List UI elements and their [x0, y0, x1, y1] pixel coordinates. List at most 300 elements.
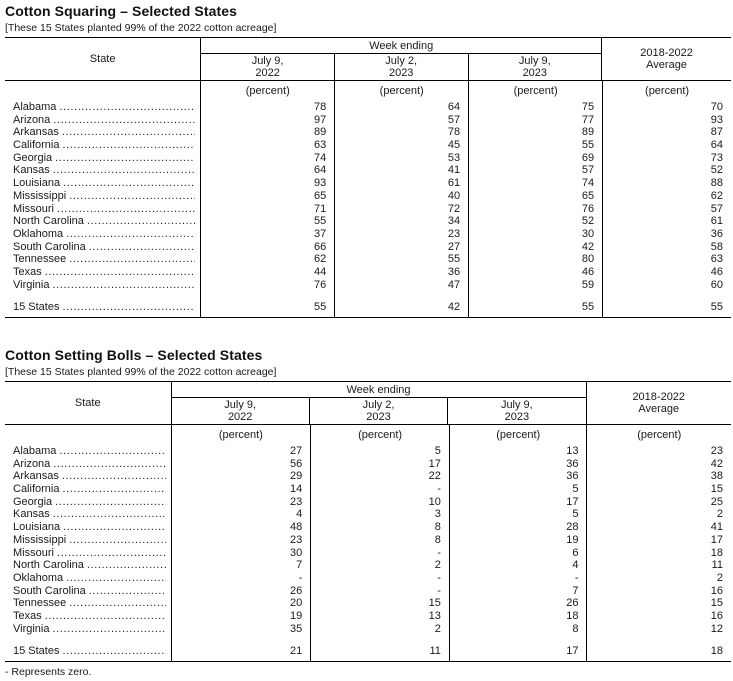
value-july9-2022: 66 [200, 241, 334, 254]
date-header-2 [309, 398, 447, 424]
value-july2-2023: - [310, 483, 449, 496]
empty-cell [586, 635, 731, 645]
value-july9-2023: 77 [468, 114, 602, 127]
table-row [5, 610, 731, 623]
total-label-cell [5, 645, 171, 658]
dot-leader [62, 483, 165, 496]
state-cell [5, 585, 171, 598]
table-title: Cotton Setting Bolls – Selected States [5, 347, 263, 363]
unit-label: (percent) [602, 81, 731, 101]
empty-cell [5, 658, 171, 661]
table-row [5, 483, 731, 496]
unit-label: (percent) [171, 425, 311, 445]
value-july2-2023: 34 [334, 215, 468, 228]
state-name: Tennessee [13, 597, 67, 610]
total-row [5, 301, 731, 314]
state-name: Texas [13, 609, 42, 622]
dot-leader [69, 190, 195, 203]
value-average: 16 [586, 610, 731, 623]
value-july9-2023: 42 [468, 241, 602, 254]
value-july2-2023: 47 [334, 279, 468, 292]
average-column-header [587, 382, 732, 424]
value-july9-2022: 35 [171, 623, 311, 636]
total-label-cell [5, 301, 200, 314]
table-row [5, 253, 731, 266]
value-july9-2022: 14 [171, 483, 311, 496]
value-average: 58 [602, 241, 731, 254]
value-july2-2023: 15 [310, 597, 449, 610]
average-line-1: 2018-2022 [640, 47, 693, 59]
table-row [5, 597, 731, 610]
state-name: Alabama [13, 101, 57, 113]
state-name: Mississippi [13, 189, 67, 202]
value-july2-2023: 41 [334, 164, 468, 177]
state-cell [5, 279, 200, 292]
dot-leader [89, 241, 196, 254]
state-cell [5, 508, 171, 521]
value-average: 42 [586, 458, 731, 471]
average-column-header [602, 38, 731, 80]
value-july2-2023: 53 [334, 152, 468, 165]
value-july9-2023: 59 [468, 279, 602, 292]
state-name: Alabama [13, 445, 57, 457]
week-ending-group [171, 382, 587, 424]
table-row [5, 164, 731, 177]
date-line-2: 2023 [522, 67, 548, 79]
dot-leader [62, 126, 195, 139]
date-line-2: 2022 [255, 67, 280, 79]
state-name: California [13, 483, 60, 496]
value-july9-2023: 89 [468, 126, 602, 139]
table-title: Cotton Squaring – Selected States [5, 3, 238, 19]
spacer-row [5, 314, 731, 317]
value-july2-2023: - [310, 585, 449, 598]
state-cell [5, 458, 171, 471]
state-name: South Carolina [13, 584, 86, 597]
value-july9-2023: 7 [449, 585, 587, 598]
empty-cell [449, 635, 587, 645]
state-cell [5, 610, 171, 623]
state-name: Arkansas [13, 126, 59, 139]
dot-leader [53, 623, 166, 636]
value-july2-2023: 8 [310, 534, 449, 547]
value-july9-2023: 80 [468, 253, 602, 266]
value-july2-2023: 13 [310, 610, 449, 623]
value-average: 16 [586, 585, 731, 598]
dot-leader [62, 645, 165, 658]
date-line-1: July 9, [251, 55, 284, 67]
state-cell [5, 470, 171, 483]
empty-cell [5, 81, 200, 101]
table-body [5, 445, 731, 635]
date-header-3 [468, 54, 602, 80]
dot-leader [63, 521, 165, 534]
blank-row [5, 291, 731, 301]
empty-cell [310, 635, 449, 645]
unit-label: (percent) [449, 425, 587, 445]
empty-cell [5, 314, 200, 317]
unit-label: (percent) [200, 81, 334, 101]
value-average: 18 [586, 547, 731, 560]
state-name: Kansas [13, 164, 50, 177]
state-cell [5, 266, 200, 279]
dot-leader [62, 139, 195, 152]
value-average: 23 [586, 445, 731, 458]
value-july9-2023: 36 [449, 458, 587, 471]
table-row [5, 203, 731, 216]
state-cell [5, 547, 171, 560]
dot-leader [87, 215, 195, 228]
date-headers [172, 398, 586, 424]
state-name: Oklahoma [13, 571, 64, 584]
state-name: Louisiana [13, 177, 61, 190]
table-row [5, 547, 731, 560]
dot-leader [69, 534, 165, 547]
table-row [5, 139, 731, 152]
spacer-row [5, 658, 731, 661]
table-header [5, 38, 731, 81]
state-column-header: State [74, 397, 101, 409]
value-july9-2022: 7 [171, 559, 311, 572]
table-row [5, 279, 731, 292]
table-row [5, 177, 731, 190]
dot-leader [57, 203, 195, 216]
value-july9-2022: 56 [171, 458, 311, 471]
empty-cell [5, 425, 171, 445]
value-july9-2022: 29 [171, 470, 311, 483]
value-average: 62 [602, 190, 731, 203]
value-average: 41 [586, 521, 731, 534]
value-july9-2022: 30 [171, 547, 311, 560]
table-header [5, 382, 731, 425]
state-name: Virginia [13, 278, 50, 291]
empty-cell [334, 314, 468, 317]
value-july9-2023: 5 [449, 508, 587, 521]
table-row [5, 266, 731, 279]
state-cell [5, 126, 200, 139]
state-name: South Carolina [13, 240, 86, 253]
value-july2-2023: 8 [310, 521, 449, 534]
value-average: 15 [586, 483, 731, 496]
table-row [5, 585, 731, 598]
value-average: 17 [586, 534, 731, 547]
value-july9-2022: 89 [200, 126, 334, 139]
value-july2-2023: 57 [334, 114, 468, 127]
dot-leader [66, 228, 195, 241]
value-average: 36 [602, 228, 731, 241]
state-name: Tennessee [13, 253, 67, 266]
state-column-header: State [89, 53, 116, 65]
state-cell [5, 101, 200, 114]
state-name: Arizona [13, 457, 51, 470]
state-name: Georgia [13, 151, 53, 164]
state-name: Virginia [13, 622, 50, 635]
unit-row [5, 425, 731, 445]
week-ending-label: Week ending [172, 382, 586, 398]
unit-row [5, 81, 731, 101]
value-july2-2023: - [310, 547, 449, 560]
date-header-3 [447, 398, 585, 424]
value-july9-2022: 71 [200, 203, 334, 216]
value-average: 57 [602, 203, 731, 216]
dot-leader [53, 164, 196, 177]
state-name: Oklahoma [13, 227, 64, 240]
squaring-table [5, 37, 731, 318]
value-july9-2023: 18 [449, 610, 587, 623]
value-july9-2022: 19 [171, 610, 311, 623]
date-line-1: July 2, [362, 399, 395, 411]
total-label: 15 States [13, 301, 60, 314]
value-average: 63 [602, 253, 731, 266]
average-line-2: Average [646, 59, 687, 71]
value-july2-2023: 3 [310, 508, 449, 521]
value-average: 2 [586, 508, 731, 521]
total-july2-2023: 42 [334, 301, 468, 314]
empty-cell [171, 658, 311, 661]
table-row [5, 228, 731, 241]
value-average: 15 [586, 597, 731, 610]
average-line-1: 2018-2022 [632, 391, 686, 403]
state-cell [5, 114, 200, 127]
dot-leader [87, 559, 166, 572]
value-average: 88 [602, 177, 731, 190]
value-july2-2023: 5 [310, 445, 449, 458]
state-cell [5, 534, 171, 547]
value-july9-2023: 75 [468, 101, 602, 114]
date-line-1: July 9, [500, 399, 533, 411]
empty-cell [5, 291, 200, 301]
value-july9-2023: 5 [449, 483, 587, 496]
value-july9-2022: 37 [200, 228, 334, 241]
value-july9-2022: 93 [200, 177, 334, 190]
state-name: Arizona [13, 113, 51, 126]
state-name: North Carolina [13, 559, 84, 572]
value-july9-2022: 78 [200, 101, 334, 114]
dot-leader [66, 572, 165, 585]
value-july9-2023: 76 [468, 203, 602, 216]
dot-leader [53, 114, 195, 127]
dot-leader [62, 470, 166, 483]
value-july2-2023: 45 [334, 139, 468, 152]
footnote: - Represents zero. [5, 666, 92, 678]
state-cell [5, 445, 171, 458]
dot-leader [62, 301, 195, 314]
value-average: 12 [586, 623, 731, 636]
date-line-1: July 2, [385, 55, 418, 67]
value-july9-2023: 6 [449, 547, 587, 560]
total-label: 15 States [13, 645, 60, 658]
date-header-1 [172, 398, 309, 424]
value-average: 38 [586, 470, 731, 483]
total-average: 55 [602, 301, 731, 314]
value-july9-2023: 46 [468, 266, 602, 279]
cotton-setting-bolls-section [5, 348, 731, 662]
empty-cell [468, 291, 602, 301]
value-july2-2023: 17 [310, 458, 449, 471]
dot-leader [45, 610, 166, 623]
value-july9-2023: 30 [468, 228, 602, 241]
state-name: Georgia [13, 495, 53, 508]
value-july2-2023: 10 [310, 496, 449, 509]
state-name: Louisiana [13, 521, 61, 534]
empty-cell [586, 658, 731, 661]
value-july2-2023: 72 [334, 203, 468, 216]
value-july9-2022: 64 [200, 164, 334, 177]
total-average: 18 [586, 645, 731, 658]
dot-leader [59, 445, 165, 458]
value-july9-2023: 13 [449, 445, 587, 458]
state-cell [5, 203, 200, 216]
value-average: 73 [602, 152, 731, 165]
empty-cell [5, 635, 171, 645]
empty-cell [310, 658, 449, 661]
value-july2-2023: 2 [310, 623, 449, 636]
value-july9-2023: - [449, 572, 587, 585]
table-row [5, 521, 731, 534]
date-line-2: 2023 [366, 411, 391, 423]
value-july9-2023: 28 [449, 521, 587, 534]
value-july2-2023: 61 [334, 177, 468, 190]
table-row [5, 458, 731, 471]
state-cell [5, 623, 171, 636]
total-row [5, 645, 731, 658]
value-july9-2023: 57 [468, 164, 602, 177]
table-row [5, 114, 731, 127]
date-header-1 [201, 54, 334, 80]
state-name: North Carolina [13, 215, 84, 228]
dot-leader [45, 266, 196, 279]
state-cell [5, 215, 200, 228]
state-name: California [13, 139, 60, 152]
dot-leader [53, 279, 196, 292]
value-july2-2023: 22 [310, 470, 449, 483]
state-name: Arkansas [13, 470, 59, 483]
state-cell [5, 521, 171, 534]
empty-cell [602, 291, 731, 301]
date-line-2: 2023 [388, 67, 414, 79]
value-july2-2023: 78 [334, 126, 468, 139]
value-july2-2023: 23 [334, 228, 468, 241]
table-row [5, 445, 731, 458]
table-row [5, 126, 731, 139]
value-average: 61 [602, 215, 731, 228]
date-line-2: 2023 [504, 411, 530, 423]
date-line-1: July 9, [518, 55, 551, 67]
dot-leader [53, 508, 166, 521]
total-july2-2023: 11 [310, 645, 449, 658]
value-july9-2022: 20 [171, 597, 311, 610]
table-row [5, 623, 731, 636]
dot-leader [55, 496, 165, 509]
value-july9-2023: 8 [449, 623, 587, 636]
blank-row [5, 635, 731, 645]
date-header-2 [334, 54, 468, 80]
table-row [5, 496, 731, 509]
unit-label: (percent) [468, 81, 602, 101]
value-average: 25 [586, 496, 731, 509]
table-note: [These 15 States planted 99% of the 2022 cotton acreage] [5, 366, 277, 378]
value-july9-2022: 74 [200, 152, 334, 165]
empty-cell [200, 291, 334, 301]
value-average: 87 [602, 126, 731, 139]
value-july9-2022: 23 [171, 496, 311, 509]
value-july9-2022: 63 [200, 139, 334, 152]
cotton-squaring-section [5, 4, 731, 318]
table-row [5, 559, 731, 572]
value-july9-2023: 69 [468, 152, 602, 165]
date-line-1: July 9, [224, 399, 257, 411]
setting-bolls-table [5, 381, 731, 662]
empty-cell [449, 658, 587, 661]
dot-leader [69, 597, 165, 610]
value-july9-2023: 55 [468, 139, 602, 152]
value-july9-2022: 97 [200, 114, 334, 127]
state-cell [5, 483, 171, 496]
state-name: Mississippi [13, 533, 67, 546]
value-july9-2022: 48 [171, 521, 311, 534]
value-july9-2022: 62 [200, 253, 334, 266]
state-cell [5, 597, 171, 610]
table-row [5, 470, 731, 483]
value-july2-2023: 2 [310, 559, 449, 572]
value-average: 70 [602, 101, 731, 114]
value-average: 46 [602, 266, 731, 279]
value-average: 60 [602, 279, 731, 292]
value-july9-2023: 74 [468, 177, 602, 190]
empty-cell [200, 314, 334, 317]
empty-cell [602, 314, 731, 317]
value-july9-2023: 17 [449, 496, 587, 509]
value-july9-2023: 4 [449, 559, 587, 572]
total-july9-2022: 55 [200, 301, 334, 314]
value-july9-2023: 26 [449, 597, 587, 610]
dot-leader [63, 177, 195, 190]
state-name: Kansas [13, 508, 50, 521]
value-average: 64 [602, 139, 731, 152]
value-july2-2023: 55 [334, 253, 468, 266]
unit-label: (percent) [310, 425, 449, 445]
table-row [5, 508, 731, 521]
empty-cell [171, 635, 311, 645]
table-row [5, 215, 731, 228]
state-cell [5, 572, 171, 585]
value-july9-2022: 44 [200, 266, 334, 279]
value-july9-2022: 27 [171, 445, 311, 458]
value-july9-2022: 55 [200, 215, 334, 228]
value-july9-2023: 19 [449, 534, 587, 547]
state-name: Texas [13, 265, 42, 278]
value-july2-2023: - [310, 572, 449, 585]
value-average: 2 [586, 572, 731, 585]
total-july9-2023: 55 [468, 301, 602, 314]
table-row [5, 534, 731, 547]
table-row [5, 101, 731, 114]
value-average: 11 [586, 559, 731, 572]
state-cell [5, 228, 200, 241]
state-cell [5, 164, 200, 177]
state-name: Missouri [13, 202, 54, 215]
state-cell [5, 190, 200, 203]
value-july2-2023: 27 [334, 241, 468, 254]
state-cell [5, 177, 200, 190]
state-cell [5, 496, 171, 509]
value-july9-2022: 23 [171, 534, 311, 547]
dot-leader [55, 152, 195, 165]
value-july9-2023: 52 [468, 215, 602, 228]
dot-leader [53, 458, 165, 471]
table-row [5, 241, 731, 254]
empty-cell [334, 291, 468, 301]
